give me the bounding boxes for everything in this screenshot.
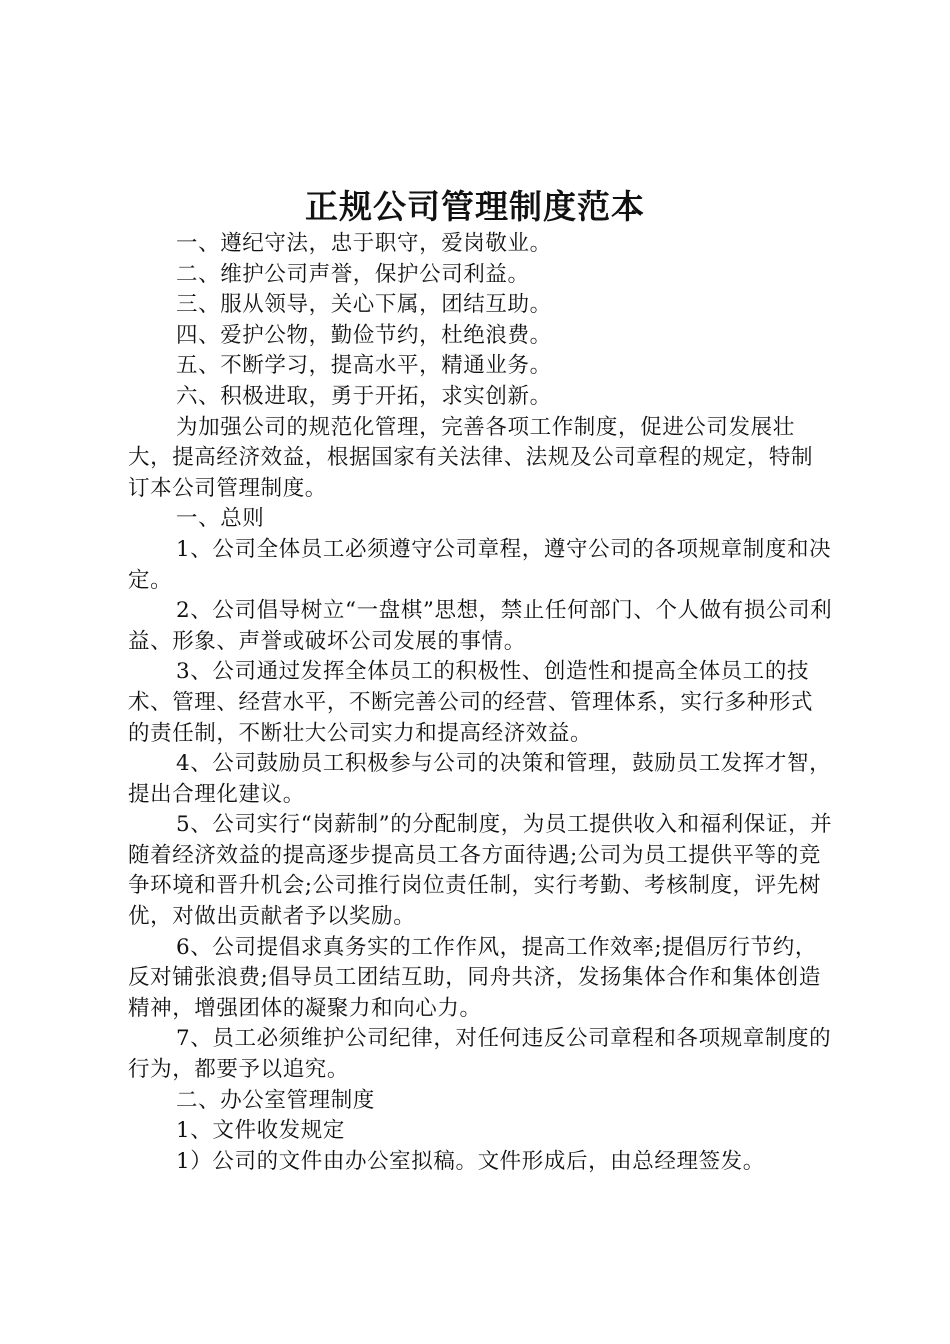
general-rule-6: 6、公司提倡求真务实的工作作风，提高工作效率;提倡厉行节约，反对铺张浪费;倡导员工团结互助，同舟共济，发扬集体合作和集体创造精神，增强团体的凝聚力和向心力。 <box>128 934 821 1021</box>
principle-1: 一、遵纪守法，忠于职守，爱岗敬业。 <box>176 231 552 256</box>
general-rule-3: 3、公司通过发挥全体员工的积极性、创造性和提高全体员工的技术、管理、经营水平，不断完善公司的经营、管理体系，实行多种形式的责任制，不断壮大公司实力和提高经济效益。 <box>128 659 814 746</box>
principle-2: 二、维护公司声誉，保护公司利益。 <box>176 261 530 287</box>
subsection-heading-documents: 1、文件收发规定 <box>176 1118 345 1144</box>
principle-3: 三、服从领导，关心下属，团结互助。 <box>176 292 552 318</box>
principle-6: 六、积极进取，勇于开拓，求实创新。 <box>176 383 552 409</box>
principle-4: 四、爱护公物，勤俭节约，杜绝浪费。 <box>176 322 552 348</box>
intro-paragraph: 为加强公司的规范化管理，完善各项工作制度，促进公司发展壮大，提高经济效益，根据国家有关法律、法规及公司章程的规定，特制订本公司管理制度。 <box>128 414 814 501</box>
document-rule-1: 1）公司的文件由办公室拟稿。文件形成后，由总经理签发。 <box>176 1148 765 1174</box>
general-rule-1: 1、公司全体员工必须遵守公司章程，遵守公司的各项规章制度和决定。 <box>128 536 832 593</box>
principle-5: 五、不断学习，提高水平，精通业务。 <box>176 353 552 379</box>
general-rule-2: 2、公司倡导树立“一盘棋”思想，禁止任何部门、个人做有损公司利益、形象、声誉或破坏公司发展的事情。 <box>128 598 833 654</box>
general-rule-5: 5、公司实行“岗薪制”的分配制度，为员工提供收入和福利保证，并随着经济效益的提高逐步提高员工各方面待遇;公司为员工提供平等的竞争环境和晋升机会;公司推行岗位责任制，实行考勤、考核制度，评先树优，对做出贡献者予以奖励。 <box>128 812 833 930</box>
general-rule-7: 7、员工必须维护公司纪律，对任何违反公司章程和各项规章制度的行为，都要予以追究。 <box>128 1026 832 1083</box>
document-title: 正规公司管理制度范本 <box>305 187 645 226</box>
general-rule-4: 4、公司鼓励员工积极参与公司的决策和管理，鼓励员工发挥才智，提出合理化建议。 <box>128 751 832 807</box>
section-heading-office: 二、办公室管理制度 <box>176 1087 375 1113</box>
document-body <box>128 229 834 1177</box>
section-heading-general: 一、总则 <box>176 506 265 532</box>
